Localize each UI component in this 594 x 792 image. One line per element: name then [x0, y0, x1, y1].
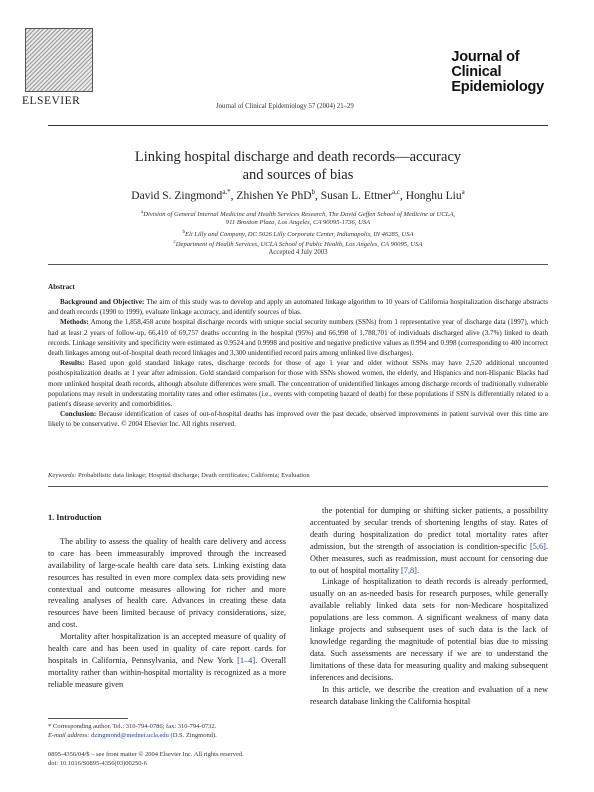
- journal-logo-line: Epidemiology: [451, 79, 544, 95]
- abstract-text: The aim of this study was to develop and apply an automated linkage algorithm to 10 years of California hospitalization discharge abstracts and death records (1990 to 1999), evaluate linkage accuracy, and identify sources of bias.: [48, 298, 548, 317]
- author-name: David S. Zingmond: [131, 189, 223, 202]
- email-label: E-mail address:: [48, 732, 90, 739]
- body-text: In this article, we describe the creation and evaluation of a new research database linking the California hospital: [310, 684, 548, 706]
- citation-link[interactable]: [5,6]: [530, 541, 546, 551]
- abstract-section-label: Results:: [60, 359, 85, 368]
- accepted-date: Accepted 4 July 2003: [268, 249, 328, 256]
- body-text: the potential for dumping or shifting sicker patients, a possibility accentuated by secular trends of shortening lengths of stay. Rates of death during hospitalization do predict total mortality rates after admission, but the strength of association is condition-specific: [310, 506, 548, 551]
- journal-citation: Journal of Clinical Epidemiology 57 (2004) 21–29: [216, 103, 354, 110]
- affiliation-mark: a: [140, 210, 144, 215]
- keywords-label: Keywords:: [48, 472, 77, 479]
- body-text: Linkage of hospitalization to death records is already performed, usually on an as-needed basis for research purposes, while generally available reliably linked data sets for non-Medicare hospitalized populations are less common. A significant weakness of many data linkage projects and subsequent uses of such data is the lack of knowledge regarding the magnitude of potential bias due to missing data. Such assessments are necessary if we are to understand the limitations of these data for measuring quality and making subsequent inferences and decisions.: [310, 577, 548, 682]
- body-text: . Other measures, such as readmission, must account for censoring due to out of hospital mortality: [310, 541, 548, 575]
- affiliation-mark: b: [182, 230, 185, 235]
- body-paragraph: [48, 631, 286, 691]
- article-title: [48, 148, 548, 184]
- header-divider: [48, 125, 548, 126]
- section-heading: 1. Introduction: [48, 513, 102, 522]
- body-paragraph: [310, 505, 548, 576]
- abstract-bottom-divider: [48, 486, 548, 487]
- journal-logo-line: Journal of: [451, 49, 520, 65]
- affiliation-mark: c: [173, 240, 176, 245]
- body-text: .: [416, 565, 420, 575]
- body-text: Mortality after hospitalization is an accepted measure of quality of health care and has been used in quality of care report cards for hospitals in California, Pennsylvania, and New York: [48, 632, 286, 665]
- body-paragraph: [48, 536, 286, 631]
- abstract-section-label: Conclusion:: [60, 410, 97, 419]
- abstract-paragraph: [48, 317, 548, 358]
- keywords-list: Probabilistic data linkage; Hospital discharge; Death certificates; California; Evaluation: [76, 472, 310, 479]
- citation-link[interactable]: [1–4]: [237, 655, 256, 665]
- affiliation-text: Division of General Internal Medicine and Health Services Research, The David Geffen School of Medicine at UCLA,: [143, 211, 456, 219]
- abstract-section-label: Methods:: [60, 318, 89, 327]
- citation-link[interactable]: [7,8]: [401, 565, 417, 575]
- body-text: . Overall mortality rather than within-hospital mortality is recognized as a more reliable measure given: [48, 655, 287, 689]
- abstract-paragraph: [48, 297, 548, 317]
- abstract-divider: [48, 264, 548, 265]
- author-name: Susan L. Ettner: [320, 189, 392, 202]
- author-name: Honghu Liu: [405, 189, 462, 202]
- affiliation-text: Department of Health Services, UCLA School of Public Health, Los Angeles, CA 90095, USA: [175, 241, 423, 249]
- body-paragraph: [310, 576, 548, 683]
- affiliation-text: 911 Broxton Plaza, Los Angeles, CA 90095-1736, USA: [225, 219, 371, 226]
- email-link[interactable]: dzingmond@mednet.ucla.edu: [89, 732, 169, 739]
- corresponding-author: * Corresponding author. Tel.: 310-794-0786; fax: 310-794-0732.: [48, 723, 217, 730]
- journal-logo: [451, 50, 544, 95]
- left-column: [48, 512, 286, 691]
- abstract-text: Among the 1,858,458 acute hospital discharge records with unique social security numbers (SSNs) from 1 representative year of discharge data (1997), which had at least 2 years of follow-up, 66,410 of 69,757 deaths occurring in the hospital (95%) and 66,998 of 1,788,701 of individuals discharged alive (3.7%) linked to death records. Linkage sensitivity and specificity were estimated as 0.9524 and 0.9998 and positive and negative predictive values as 0.994 and 0.998 (corresponding to 400 incorrect death linkages among out-of-hospital death record linkages and 3,300 unidentified record pairs among unlinked live discharges).: [48, 318, 548, 358]
- abstract-paragraph: [48, 358, 548, 409]
- email-line: [48, 731, 298, 740]
- elsevier-tree-emblem: [25, 28, 93, 92]
- footnote-divider: [48, 718, 128, 719]
- publisher-name: ELSEVIER: [22, 95, 81, 107]
- affiliation-text: Eli Lilly and Company, DC 5026 Lilly Corporate Center, Indianapolis, IN 46285, USA: [184, 231, 414, 239]
- author-affiliation-mark: a,c: [392, 188, 400, 196]
- author-affiliation-mark: b: [311, 188, 316, 196]
- affiliation: [48, 218, 548, 228]
- abstract-body: [48, 297, 548, 430]
- journal-logo-line: Clinical: [451, 64, 502, 80]
- abstract-text: Because identification of cases of out-of-hospital deaths has improved over the past decade, observed improvements in patient survival over this time are likely to be conservative. © 2004 Elsevier Inc. All rights reserved.: [48, 410, 548, 429]
- author-affiliation-mark: a: [461, 188, 465, 196]
- issn-line: 0895-4356/04/$ – see front matter © 2004 Elsevier Inc. All rights reserved.: [48, 751, 244, 758]
- issn-block: [48, 750, 348, 768]
- footnote: [48, 722, 298, 740]
- abstract-heading: Abstract: [48, 283, 75, 291]
- abstract-text: Based upon gold standard linkage rates, discharge records for those of age 1 year and older without SSNs may have 2,520 additional uncounted posthospitalization deaths at 1 year after admission. Gold standard comparison for those with SSNs showed women, the elderly, and Hispanics and non-Hispanic Blacks had more unlinked hospital death records, although absolute differences were small. The concentration of unidentified linkages among discharge records of traditionally vulnerable populations may result in understating mortality rates and other estimates (i.e., events with competing hazard of death) for these populations if SSN is differentially related to a patient's disease severity and comorbidities.: [48, 359, 548, 409]
- title-line: and sources of bias: [242, 167, 354, 183]
- author-name: Zhishen Ye PhD: [236, 189, 312, 202]
- doi-line: doi: 10.1016/S0895-4356(03)00250-6: [48, 760, 147, 767]
- abstract-paragraph: [48, 409, 548, 429]
- author-affiliation-mark: a,*: [222, 188, 231, 196]
- elsevier-logo: [22, 28, 108, 108]
- body-paragraph: [310, 684, 548, 708]
- author-list: David S. Zingmond$^{a,*}$, Zhishen Ye PhD$^b$, Susan L. Ettner$^{a,c}$, Honghu Liu$^a$: [131, 188, 465, 202]
- page-header: [22, 28, 574, 118]
- abstract-section-label: Background and Objective:: [60, 298, 145, 306]
- body-text: The ability to assess the quality of health care delivery and access to care has been immeasurably improved through the increased availability of large-scale health care data sets. Linking existing data resources has resulted in even more complex data sets providing new contextual and outcome measures allowing for richer and more revealing analyses of health care. Advances in creating these data resources have been limited because of privacy considerations, size, and cost.: [48, 536, 286, 630]
- email-suffix: (D.S. Zingmond).: [168, 732, 217, 739]
- right-column: [310, 505, 548, 707]
- keywords: [48, 472, 548, 479]
- title-line: Linking hospital discharge and death records—accuracy: [134, 149, 462, 165]
